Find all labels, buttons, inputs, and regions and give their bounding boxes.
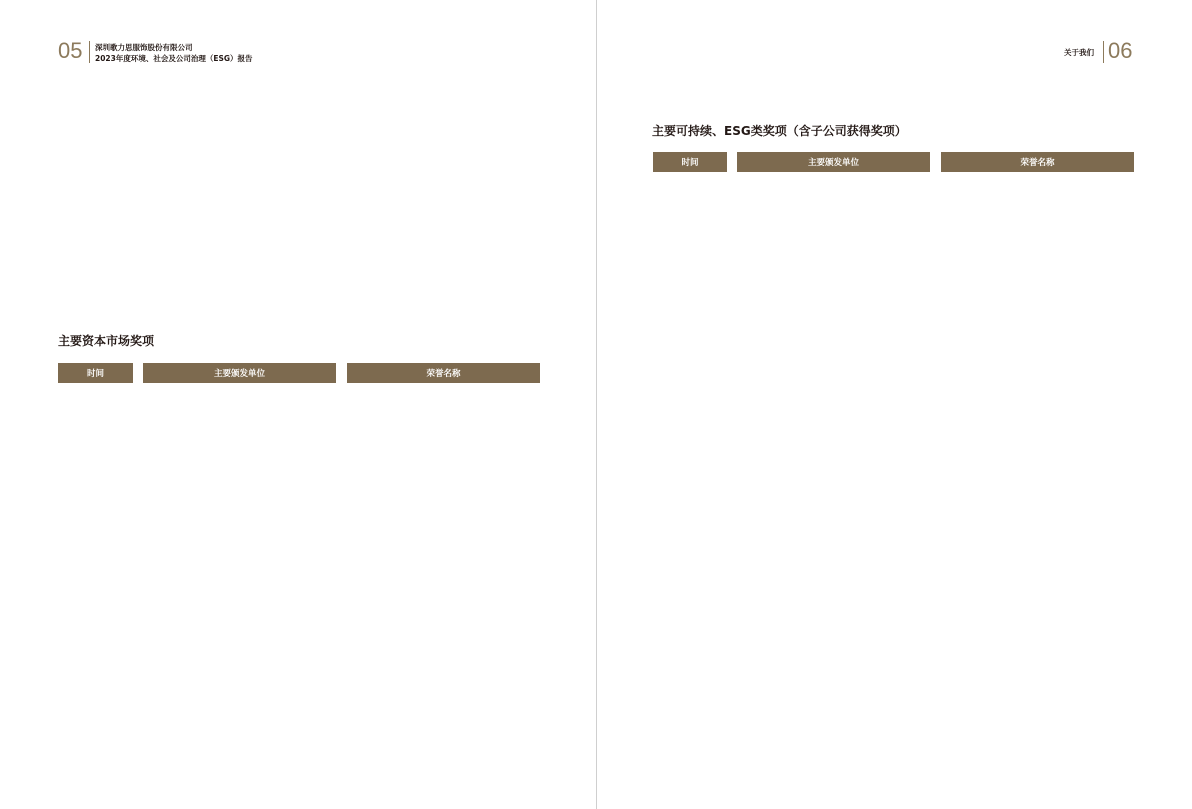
esg-section-title: 主要可持续、ESG类奖项（含子公司获得奖项） <box>652 124 907 138</box>
capital-header-honor: 荣誉名称 <box>347 363 540 383</box>
header-company: 深圳歌力思服饰股份有限公司 <box>95 43 193 52</box>
esg-header-honor: 荣誉名称 <box>941 152 1134 172</box>
header-divider-left <box>89 41 90 63</box>
capital-header-time: 时间 <box>58 363 133 383</box>
header-divider-right <box>1103 41 1104 63</box>
capital-header-org: 主要颁发单位 <box>143 363 336 383</box>
header-report-title: 2023年度环境、社会及公司治理（ESG）报告 <box>95 54 253 63</box>
header-company-block <box>95 42 253 64</box>
esg-header-time: 时间 <box>653 152 727 172</box>
right-page-number: 06 <box>1108 38 1133 63</box>
header-right-label: 关于我们 <box>1064 48 1094 57</box>
esg-header-org: 主要颁发单位 <box>737 152 930 172</box>
left-page-number: 05 <box>58 38 83 63</box>
page-spine <box>596 0 597 809</box>
capital-section-title: 主要资本市场奖项 <box>58 334 155 348</box>
